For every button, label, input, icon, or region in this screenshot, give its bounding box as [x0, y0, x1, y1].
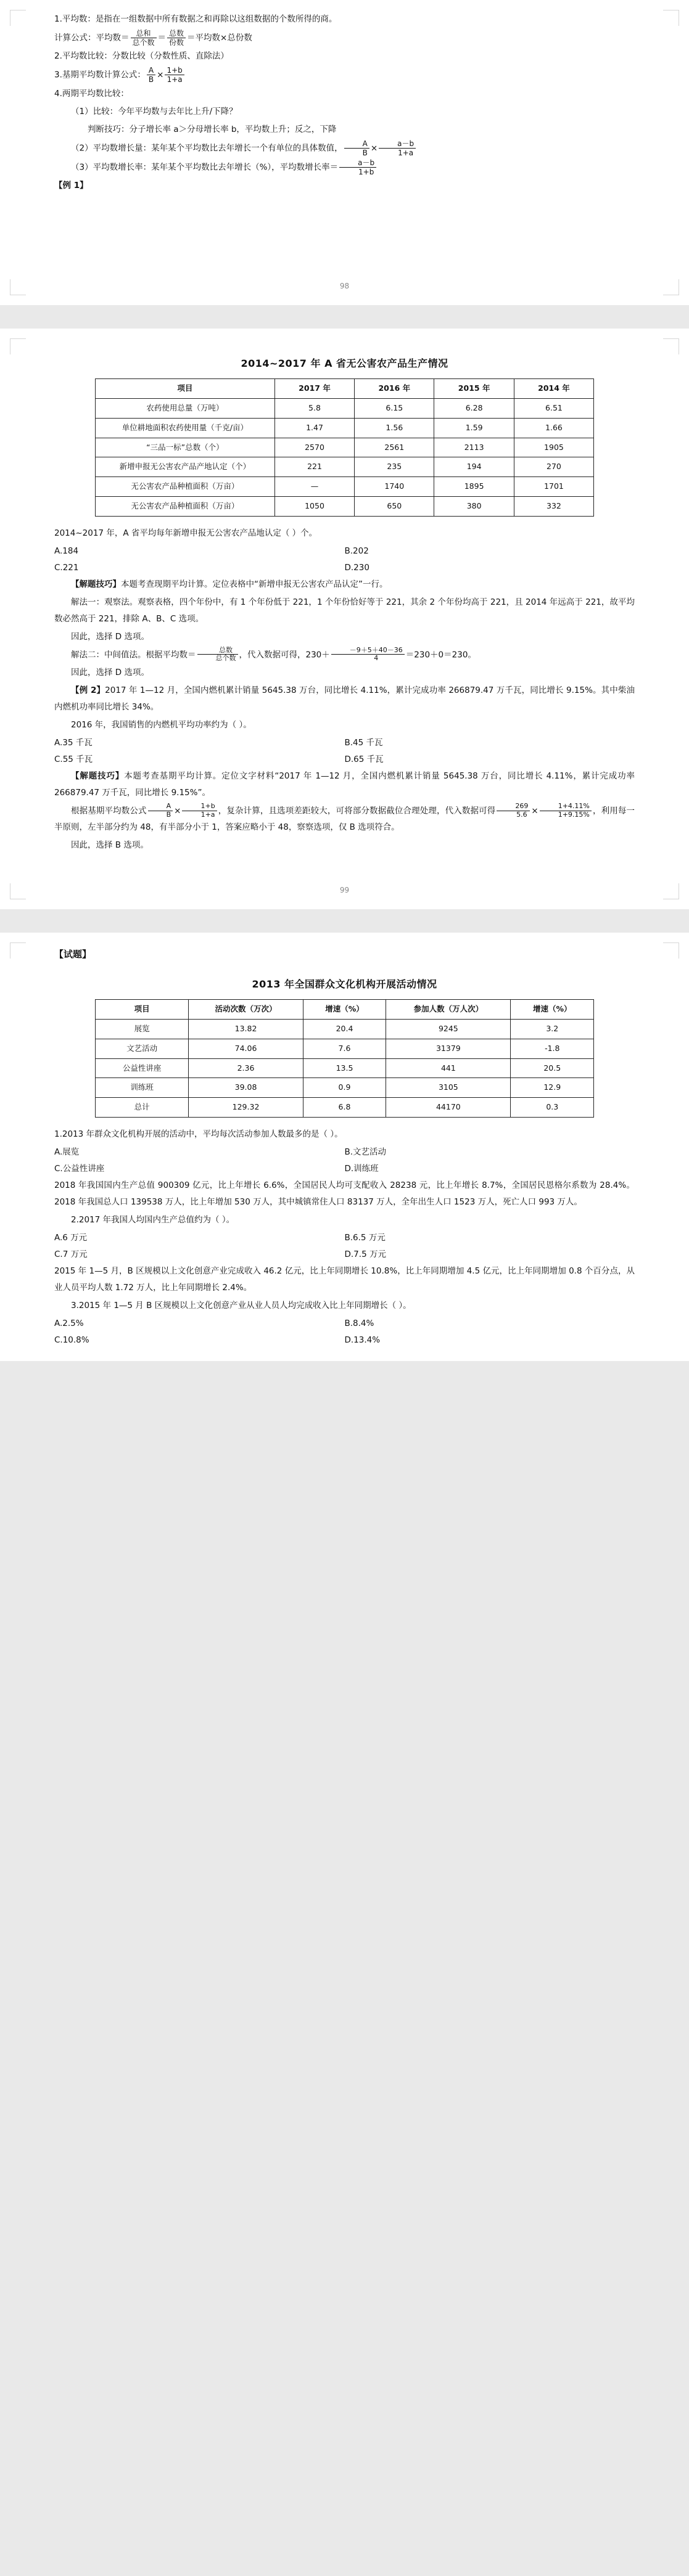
solution-tip-label: 【解题技巧】 [71, 771, 125, 781]
times-sign-2: × [370, 143, 378, 153]
fraction-growth-ratio: $\frac{1+4.11\%}{1+9.15\%}$ [540, 803, 592, 819]
fraction-a-over-b-3: $\frac{A}{B}$ [148, 803, 173, 819]
table-cell: 650 [355, 496, 434, 516]
page-corner-mark [10, 279, 26, 295]
growth-rate-text: （3）平均数增长率：某年某个平均数比去年增长（%），平均数增长率＝ [71, 162, 339, 173]
option-c[interactable]: C.221 [54, 562, 79, 573]
table-cell: 12.9 [511, 1078, 594, 1098]
option-b[interactable]: B.文艺活动 [344, 1147, 387, 1157]
table-cell: 1050 [274, 496, 354, 516]
page-corner-mark [663, 10, 679, 26]
judgement-technique-line: 判断技巧：分子增长率 a＞分母增长率 b，平均数上升；反之，下降 [88, 124, 337, 134]
table-header-row [95, 1000, 593, 1020]
option-a[interactable]: A.184 [54, 546, 79, 556]
question-2-stem: 2.2017 年我国人均国内生产总值约为（ ）。 [71, 1214, 235, 1225]
page-gap [0, 305, 689, 329]
table-cell: 270 [514, 457, 593, 477]
table-row [95, 1058, 593, 1078]
fraction-a-minus-b-over-1plusa: $\frac{a-b}{1+a}$ [379, 139, 416, 157]
table-cell: 文艺活动 [95, 1039, 189, 1058]
table-row-total [95, 1098, 593, 1118]
page-corner-mark [10, 10, 26, 26]
table-row [95, 418, 593, 438]
page-corner-mark [10, 338, 26, 354]
table-cell: 20.5 [511, 1058, 594, 1078]
solution-mid-text: ，复杂计算，且选项差距较大，可将部分数据截位合理处理，代入数据可得 [218, 806, 496, 816]
page-number-98: 98 [339, 282, 350, 291]
table-cell: 2.36 [189, 1058, 303, 1078]
table-cell: 44170 [386, 1098, 511, 1118]
table-cell: 9245 [386, 1020, 511, 1039]
option-row [54, 751, 635, 768]
fraction-1plusb-over-1plusa: $\frac{1+b}{1+a}$ [165, 66, 184, 84]
equals-sign: ＝ [157, 33, 167, 43]
document-page-3 [0, 933, 689, 1361]
table-cell: 6.8 [303, 1098, 386, 1118]
table-cell: 1701 [514, 477, 593, 497]
table-header-cell: 增速（%） [511, 1000, 594, 1020]
option-b[interactable]: B.6.5 万元 [344, 1232, 386, 1243]
table-cell: 新增申报无公害农产品产地认定（个） [95, 457, 274, 477]
two-period-item-3 [54, 158, 635, 176]
solution-method-2-tail: ＝230＋0＝230。 [405, 649, 476, 660]
example-2-label: 【例 2】 [71, 685, 105, 695]
table-header-cell: 2014 年 [514, 379, 593, 399]
table-cell: 0.3 [511, 1098, 594, 1118]
times-sign: × [157, 70, 164, 80]
table-cell: 单位耕地面积农药使用量（千克/亩） [95, 418, 274, 438]
table-row [95, 457, 593, 477]
definition-line: 1.平均数：是指在一组数据中所有数据之和再除以这组数据的个数所得的商。 [54, 14, 337, 24]
question-1-stem: 1.2013 年群众文化机构开展的活动中，平均每次活动参加人数最多的是（ ）。 [54, 1129, 343, 1139]
two-period-item-2 [54, 139, 635, 157]
option-row [54, 735, 635, 751]
document-page-1 [0, 0, 689, 305]
table-cell: 20.4 [303, 1020, 386, 1039]
average-formula-line [54, 29, 635, 47]
table-a-province-production [95, 378, 594, 516]
option-row [54, 1315, 635, 1332]
table-title-a-province: 2014~2017 年 A 省无公害农产品生产情况 [241, 358, 448, 370]
table-cell: 441 [386, 1058, 511, 1078]
page-corner-mark [663, 942, 679, 959]
fraction-a-over-b-2: $\frac{A}{B}$ [344, 139, 369, 157]
table-title-cultural-activities: 2013 年全国群众文化机构开展活动情况 [252, 978, 437, 991]
comparison-line: 2.平均数比较：分数比较（分数性质、直除法） [54, 51, 229, 62]
option-c[interactable]: C.公益性讲座 [54, 1163, 105, 1174]
table-cell: 39.08 [189, 1078, 303, 1098]
option-row [54, 543, 635, 560]
example-1-heading: 【例 1】 [54, 181, 88, 191]
table-cell: 总计 [95, 1098, 189, 1118]
table-cell: 6.51 [514, 399, 593, 419]
two-period-heading: 4.两期平均数比较： [54, 88, 129, 99]
example-2-solution-tip [54, 768, 635, 801]
page-corner-mark [10, 883, 26, 899]
table-cultural-activities [95, 999, 594, 1118]
option-b[interactable]: B.8.4% [344, 1318, 374, 1328]
material-paragraph-culture-industry: 2015 年 1—5 月，B 区规模以上文化创意产业完成收入 46.2 亿元，比上年同期增长 10.8%，比上年同期增加 4.5 亿元，比上年同期增加 0.8 个百分点，从业人员平均人数 1.72 万人，比上年同期增长 2.4%。 [54, 1266, 635, 1293]
option-row [54, 1144, 635, 1161]
table-cell: 1.66 [514, 418, 593, 438]
table-cell: 0.9 [303, 1078, 386, 1098]
table-cell: “三品一标”总数（个） [95, 438, 274, 457]
table-row [95, 477, 593, 497]
option-a[interactable]: A.35 千瓦 [54, 737, 93, 748]
times-sign-4: × [531, 806, 538, 816]
solution-prefix: 根据基期平均数公式 [71, 806, 147, 816]
solution-tip-text: 本题考查现期平均计算。定位表格中“新增申报无公害农产品认定”一行。 [121, 579, 388, 589]
page-corner-mark [663, 883, 679, 899]
table-row [95, 1078, 593, 1098]
fraction-1plusb-over-1plusa-2: $\frac{1+b}{1+a}$ [182, 803, 217, 819]
option-c[interactable]: C.10.8% [54, 1335, 89, 1345]
table-cell: 5.8 [274, 399, 354, 419]
table-cell: 332 [514, 496, 593, 516]
fraction-total-over-count: $\frac{\text{总和}}{\text{总个数}}$ [131, 29, 157, 47]
solution-tip-label: 【解题技巧】 [71, 579, 121, 589]
option-d[interactable]: D.7.5 万元 [344, 1249, 386, 1259]
formula-label: 计算公式：平均数＝ [54, 33, 130, 43]
table-cell: 无公害农产品种植面积（万亩） [95, 477, 274, 497]
solution-tail-text: ，利用每一半原则，左半部分约为 48，有半部分小于 1，答案应略小于 48，察察选项，仅 B 选项符合。 [54, 806, 635, 833]
table-cell: 74.06 [189, 1039, 303, 1058]
option-d[interactable]: D.13.4% [344, 1335, 381, 1345]
fraction-deviation-sum-over-4: $\frac{-9+5+40-36}{4}$ [331, 647, 405, 663]
option-a[interactable]: A.6 万元 [54, 1232, 88, 1243]
table-cell: 公益性讲座 [95, 1058, 189, 1078]
option-d[interactable]: D.训练班 [344, 1163, 379, 1174]
table-cell: 194 [434, 457, 514, 477]
table-cell: 2570 [274, 438, 354, 457]
table-cell: 13.82 [189, 1020, 303, 1039]
two-period-item-1: （1）比较：今年平均数与去年比上升/下降？ [71, 106, 237, 117]
table-cell: 训练班 [95, 1078, 189, 1098]
table-cell: 7.6 [303, 1039, 386, 1058]
table-header-cell: 2015 年 [434, 379, 514, 399]
option-d[interactable]: D.65 千瓦 [344, 754, 384, 764]
table-cell: 13.5 [303, 1058, 386, 1078]
option-row [54, 1332, 635, 1349]
option-a[interactable]: A.2.5% [54, 1318, 84, 1328]
table-cell: 31379 [386, 1039, 511, 1058]
table-header-cell: 项目 [95, 379, 274, 399]
fraction-sum-over-parts: $\frac{\text{总数}}{\text{份数}}$ [167, 29, 186, 47]
page-number-99: 99 [339, 886, 350, 895]
table-cell: 2561 [355, 438, 434, 457]
page-content [0, 0, 689, 276]
shiti-heading: 【试题】 [54, 949, 92, 960]
formula-tail: ＝平均数×总份数 [187, 33, 252, 43]
question-3-stem: 3.2015 年 1—5 月 B 区规模以上文化创意产业从业人员人均完成收入比上年同期增长（ ）。 [71, 1300, 411, 1310]
base-period-label: 3.基期平均数计算公式： [54, 70, 146, 80]
table-header-cell: 活动次数（万次） [189, 1000, 303, 1020]
option-row [54, 1246, 635, 1263]
table-cell: 380 [434, 496, 514, 516]
table-row [95, 438, 593, 457]
table-cell: 221 [274, 457, 354, 477]
table-row [95, 1039, 593, 1058]
table-cell: 6.28 [434, 399, 514, 419]
table-header-row [95, 379, 593, 399]
solution-conclusion-2: 因此，选择 D 选项。 [71, 667, 149, 677]
table-row [95, 1020, 593, 1039]
table-cell: 无公害农产品种植面积（万亩） [95, 496, 274, 516]
option-b[interactable]: B.45 千瓦 [344, 737, 383, 748]
option-row [54, 1230, 635, 1246]
material-paragraph-gdp: 2018 年我国国内生产总值 900309 亿元，比上年增长 6.6%，全国居民人均可支配收入 28238 元，比上年增长 8.7%，全国居民恩格尔系数为 28.4%。2018 年我国总人口 139538 万人，比上年增加 530 万人，其中城镇常住人口 83137 万人，全年出生人口 1523 万人，死亡人口 993 万人。 [54, 1180, 635, 1207]
page-gap [0, 909, 689, 933]
table-row [95, 496, 593, 516]
fraction-a-over-b: $\frac{A}{B}$ [147, 66, 155, 84]
example-2-conclusion: 因此，选择 B 选项。 [71, 840, 149, 851]
page-content [0, 933, 689, 1349]
option-row [54, 1161, 635, 1177]
page-corner-mark [663, 338, 679, 354]
option-row [54, 560, 635, 576]
option-d[interactable]: D.230 [344, 562, 369, 573]
table-cell: 1.59 [434, 418, 514, 438]
table-cell: 6.15 [355, 399, 434, 419]
solution-method-1: 解法一：观察法。观察表格，四个年份中，有 1 个年份低于 221，1 个年份恰好等于 221，其余 2 个年份均高于 221，且 2014 年远高于 221，故平均数必然高于 221，排除 A、B、C 选项。 [54, 597, 635, 624]
question-stem: 2014~2017 年，A 省平均每年新增申报无公害农产品地认定（ ）个。 [54, 528, 318, 538]
solution-tip-text: 本题考查基期平均计算。定位文字材料“2017 年 1—12 月，全国内燃机累计销量 5645.38 万台，同比增长 4.11%，累计完成功率 266879.47 万千瓦，同比增长 9.15%”。 [54, 771, 635, 798]
example-2-text: 2017 年 1—12 月，全国内燃机累计销量 5645.38 万台，同比增长 4.11%，累计完成功率 266879.47 万千瓦，同比增长 9.15%。其中柴油内燃机功率同比增长 34%。 [54, 685, 635, 712]
table-cell: 2113 [434, 438, 514, 457]
option-a[interactable]: A.展览 [54, 1147, 80, 1157]
base-period-formula-line [54, 66, 635, 84]
table-cell: 3105 [386, 1078, 511, 1098]
option-b[interactable]: B.202 [344, 546, 369, 556]
fraction-269-over-5point6: $\frac{269}{5.6}$ [497, 803, 530, 819]
table-header-cell: 增速（%） [303, 1000, 386, 1020]
option-c[interactable]: C.7 万元 [54, 1249, 88, 1259]
fraction-a-minus-b-over-1plusb: $\frac{a-b}{1+b}$ [339, 158, 376, 176]
table-cell: 129.32 [189, 1098, 303, 1118]
table-cell: 1.47 [274, 418, 354, 438]
solution-method-2-prefix: 解法二：中间值法。根据平均数＝ [71, 649, 196, 660]
page-corner-mark [663, 279, 679, 295]
table-cell: 1895 [434, 477, 514, 497]
table-cell: 1905 [514, 438, 593, 457]
example-2-question: 2016 年，我国销售的内燃机平均功率约为（ ）。 [71, 719, 252, 730]
table-cell: 3.2 [511, 1020, 594, 1039]
solution-tip-paragraph [54, 576, 635, 593]
table-cell: 1.56 [355, 418, 434, 438]
solution-method-2 [54, 647, 635, 663]
table-cell: 1740 [355, 477, 434, 497]
fraction-total-over-count-2: $\frac{\text{总数}}{\text{总个数}}$ [197, 647, 238, 663]
solution-method-2-mid: ，代入数据可得，230＋ [239, 649, 330, 660]
example-2-paragraph [54, 682, 635, 716]
table-row [95, 399, 593, 419]
option-c[interactable]: C.55 千瓦 [54, 754, 93, 764]
example-2-solution-detail [54, 803, 635, 836]
page-content [0, 329, 689, 880]
table-cell: 展览 [95, 1020, 189, 1039]
table-header-cell: 2017 年 [274, 379, 354, 399]
table-header-cell: 参加人数（万人次） [386, 1000, 511, 1020]
table-header-cell: 2016 年 [355, 379, 434, 399]
document-page-2 [0, 329, 689, 909]
table-cell: 农药使用总量（万吨） [95, 399, 274, 419]
times-sign-3: × [174, 806, 181, 816]
solution-conclusion-1: 因此，选择 D 选项。 [71, 631, 149, 642]
table-cell: 235 [355, 457, 434, 477]
growth-amount-text: （2）平均数增长量：某年某个平均数比去年增长一个有单位的具体数值， [71, 143, 343, 153]
table-header-cell: 项目 [95, 1000, 189, 1020]
table-cell: -1.8 [511, 1039, 594, 1058]
page-corner-mark [10, 942, 26, 959]
table-cell: — [274, 477, 354, 497]
